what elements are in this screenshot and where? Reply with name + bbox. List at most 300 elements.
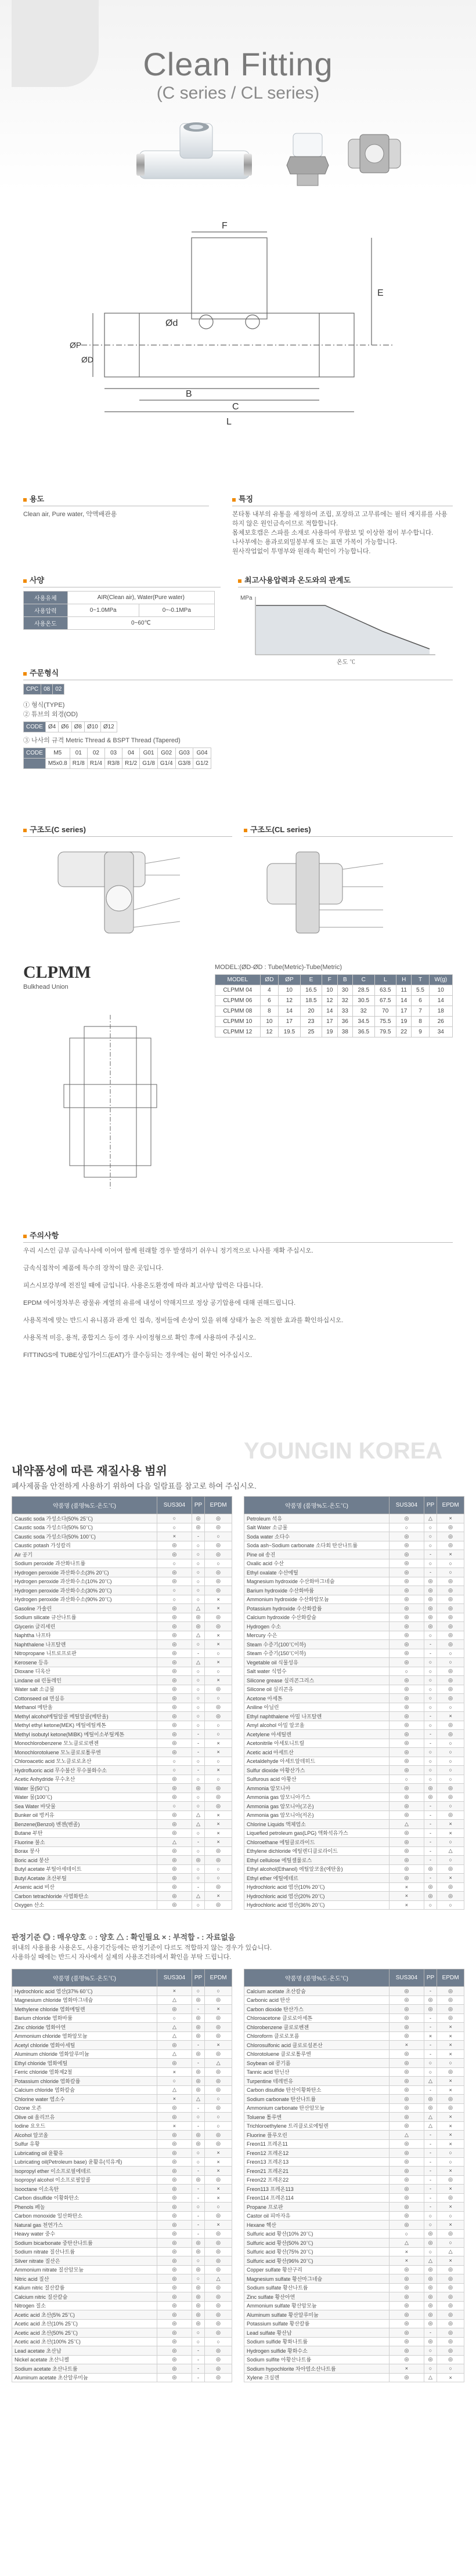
chem-name-cell: Kerosene 등유 bbox=[12, 1658, 157, 1667]
chem-rating-cell: × bbox=[205, 1640, 232, 1649]
chem-name-cell: Carbon dioxide 탄산가스 bbox=[244, 2005, 390, 2014]
chem-row bbox=[12, 1712, 232, 1721]
chem-row bbox=[12, 2247, 232, 2256]
chem-row bbox=[12, 1514, 232, 1523]
chem-name-cell: Steam 수증기(100℃이하) bbox=[244, 1640, 390, 1649]
chem-rating-cell: ○ bbox=[424, 1658, 437, 1667]
chem-name-cell: Butyl Acetate 초산부틸 bbox=[12, 1874, 157, 1883]
chem-rating-cell: ◎ bbox=[157, 2364, 192, 2374]
chem-rating-cell: ○ bbox=[437, 1559, 464, 1568]
chem-rating-cell: ○ bbox=[424, 1685, 437, 1694]
chem-rating-cell: ○ bbox=[157, 1802, 192, 1811]
chem-name-cell: Freon114 프레온114 bbox=[244, 2193, 390, 2203]
chem-rating-cell: ◎ bbox=[192, 2301, 204, 2310]
chem-rating-cell: △ bbox=[437, 1846, 464, 1856]
chem-rating-cell: ◎ bbox=[390, 1874, 424, 1883]
chem-rating-cell: ◎ bbox=[437, 1811, 464, 1820]
chem-rating-cell: ◎ bbox=[192, 2077, 204, 2086]
model-cell: 34 bbox=[429, 1027, 452, 1037]
chem-rating-cell: ◎ bbox=[157, 2301, 192, 2310]
dim-label-od: ØD bbox=[81, 355, 93, 364]
chem-name-cell: Hydrogen sulfide 황화수소 bbox=[244, 2346, 390, 2356]
chem-rating-cell: ◎ bbox=[205, 1568, 232, 1577]
chem-row bbox=[12, 2041, 232, 2050]
model-col-header: H bbox=[396, 975, 411, 985]
chem-rating-cell: ○ bbox=[192, 1568, 204, 1577]
chem-row bbox=[12, 2005, 232, 2014]
chem-name-cell: Naphtha 나프타 bbox=[12, 1631, 157, 1640]
chem-rating-cell: × bbox=[205, 1658, 232, 1667]
chem-rating-cell: ◎ bbox=[157, 1811, 192, 1820]
model-cell: 8 bbox=[412, 1017, 429, 1027]
chem-row bbox=[244, 2067, 464, 2077]
model-cell: 23 bbox=[300, 1017, 322, 1027]
chem-rating-cell: △ bbox=[424, 2373, 437, 2382]
chem-rating-cell: ◎ bbox=[424, 1586, 437, 1595]
chem-rating-cell: ◎ bbox=[437, 2274, 464, 2284]
chem-rating-cell: × bbox=[205, 1748, 232, 1757]
chem-subtitle: 폐사제품을 안전하게 사용하기 위하여 다음 일람표를 참고로 하여 주십시오. bbox=[12, 1482, 257, 1490]
chem-rating-cell: ○ bbox=[192, 1685, 204, 1694]
chem-rating-cell: ◎ bbox=[157, 1541, 192, 1550]
chem-row bbox=[12, 1595, 232, 1604]
chem-rating-cell: △ bbox=[424, 2077, 437, 2086]
chem-row bbox=[244, 2023, 464, 2032]
chem-row bbox=[12, 1820, 232, 1829]
model-col-header: W(g) bbox=[429, 975, 452, 985]
model-cell: 33 bbox=[337, 1006, 352, 1017]
chem-rating-cell: - bbox=[424, 1550, 437, 1559]
chem-row bbox=[244, 2274, 464, 2284]
chem-col-header: PP bbox=[424, 1969, 437, 1987]
chem-rating-cell: ◎ bbox=[192, 2085, 204, 2095]
chem-name-cell: Ethyl ether 에틸에테르 bbox=[244, 1874, 390, 1883]
chem-rating-cell: ○ bbox=[390, 1523, 424, 1532]
chem-rating-cell: ◎ bbox=[424, 1613, 437, 1622]
chem-table-right-2 bbox=[244, 1969, 464, 2382]
chem-rating-cell: ○ bbox=[205, 1559, 232, 1568]
chem-name-cell: Monochlorobenzene 모노클로로벤젠 bbox=[12, 1739, 157, 1748]
chem-rating-cell: ◎ bbox=[157, 2355, 192, 2364]
chem-rating-cell: ◎ bbox=[157, 2203, 192, 2212]
chem-rating-cell: ○ bbox=[192, 2328, 204, 2338]
chem-rating-cell: ◎ bbox=[437, 2005, 464, 2014]
chem-name-cell: Ethyl chloride 염화에틸 bbox=[12, 2059, 157, 2068]
chem-rating-cell: ◎ bbox=[205, 2049, 232, 2059]
chem-rating-cell: ○ bbox=[437, 1658, 464, 1667]
chem-name-cell: Nitric acid 질산 bbox=[12, 2274, 157, 2284]
chem-rating-cell: ◎ bbox=[157, 2283, 192, 2292]
chem-row bbox=[12, 1658, 232, 1667]
chem-rating-cell: ◎ bbox=[390, 1856, 424, 1865]
chem-rating-cell: ○ bbox=[424, 2221, 437, 2230]
chem-rating-cell: ○ bbox=[424, 2059, 437, 2068]
chem-name-cell: Arsenic acid 비산 bbox=[12, 1882, 157, 1892]
chem-name-cell: Ozone 오존 bbox=[12, 2103, 157, 2113]
chem-rating-cell: × bbox=[437, 2121, 464, 2131]
chem-rating-cell: ◎ bbox=[205, 2013, 232, 2023]
chem-name-cell: Aluminum sulfate 황산알루미늄 bbox=[244, 2310, 390, 2320]
chem-name-cell: Hydrogen peroxide 과산화수소(30% 20℃) bbox=[12, 1586, 157, 1595]
chem-row bbox=[244, 2229, 464, 2238]
chem-rating-cell: ◎ bbox=[157, 1820, 192, 1829]
chem-rating-cell: ◎ bbox=[437, 1892, 464, 1901]
chem-rating-cell: ○ bbox=[192, 1676, 204, 1685]
chem-name-cell: Chlorobenzene 클로로벤젠 bbox=[244, 2023, 390, 2032]
chem-row bbox=[244, 2265, 464, 2274]
chem-name-cell: Silicone oil 실리콘유 bbox=[244, 1685, 390, 1694]
chem-rating-cell: - bbox=[192, 2355, 204, 2364]
chem-rating-cell: ◎ bbox=[437, 1730, 464, 1739]
chem-rating-cell: ○ bbox=[424, 1631, 437, 1640]
chem-rating-cell: ○ bbox=[437, 1757, 464, 1766]
chem-table-right-1 bbox=[244, 1496, 464, 1910]
chem-row bbox=[12, 1550, 232, 1559]
chem-row bbox=[12, 2013, 232, 2023]
chem-rating-cell: ◎ bbox=[390, 1532, 424, 1541]
chem-name-cell: Acetone 아세톤 bbox=[244, 1694, 390, 1703]
product-photo-tee bbox=[134, 119, 255, 188]
chem-rating-cell: ○ bbox=[192, 1595, 204, 1604]
chem-row bbox=[12, 1892, 232, 1901]
chem-rating-cell: - bbox=[192, 2059, 204, 2068]
chem-name-cell: Hydrogen peroxide 과산화수소(90% 20℃) bbox=[12, 1595, 157, 1604]
model-table-title: MODEL:(ØD-ØD : Tube(Metric)-Tube(Metric) bbox=[215, 964, 342, 971]
chem-rating-cell: ○ bbox=[192, 1828, 204, 1838]
chem-rating-cell: × bbox=[205, 2167, 232, 2176]
chem-name-cell: Freon12 프레온12 bbox=[244, 2149, 390, 2158]
chem-rating-cell: ○ bbox=[205, 1775, 232, 1784]
chem-rating-cell: ○ bbox=[424, 2346, 437, 2356]
chem-row bbox=[244, 1514, 464, 1523]
chem-rating-cell: - bbox=[424, 2328, 437, 2338]
chem-rating-cell: △ bbox=[390, 2238, 424, 2248]
model-cell: 8 bbox=[260, 1006, 279, 1017]
chem-row bbox=[244, 1640, 464, 1649]
chem-rating-cell: ◎ bbox=[205, 2077, 232, 2086]
chem-col-header: EPDM bbox=[205, 1497, 232, 1514]
chem-rating-cell: ◎ bbox=[390, 2095, 424, 2104]
chem-rating-cell: ○ bbox=[192, 1802, 204, 1811]
chem-rating-cell: ○ bbox=[157, 2077, 192, 2086]
chem-rating-cell: ◎ bbox=[390, 1987, 424, 1996]
chem-name-cell: Ammonium sulfate 황산암모늄 bbox=[244, 2301, 390, 2310]
spec-title: 사양 bbox=[23, 574, 221, 587]
chem-row bbox=[244, 1874, 464, 1883]
chem-name-cell: Natural gas 천연가스 bbox=[12, 2221, 157, 2230]
model-col-header: ØD bbox=[260, 975, 279, 985]
chem-rating-cell: ◎ bbox=[437, 1595, 464, 1604]
chem-row bbox=[12, 1685, 232, 1694]
chem-rating-cell: × bbox=[437, 2041, 464, 2050]
chem-row bbox=[12, 2193, 232, 2203]
chem-name-cell: Hydrochloric acid 염산(20% 20℃) bbox=[244, 1892, 390, 1901]
model-cell: 70 bbox=[374, 1006, 396, 1017]
chem-name-cell: Sea Water 바닷물 bbox=[12, 1802, 157, 1811]
chem-rating-cell: ◎ bbox=[424, 2238, 437, 2248]
chem-rating-cell: ○ bbox=[424, 1766, 437, 1775]
chem-rating-cell: ◎ bbox=[437, 2229, 464, 2238]
chem-rating-cell: - bbox=[192, 1766, 204, 1775]
chem-rating-cell: ◎ bbox=[390, 1864, 424, 1874]
chem-row bbox=[12, 2085, 232, 2095]
chem-name-cell: Tannic acid 탄닌산 bbox=[244, 2067, 390, 2077]
pressure-chart-section bbox=[238, 574, 453, 669]
chem-row bbox=[12, 2310, 232, 2320]
chem-rating-cell: ◎ bbox=[205, 1996, 232, 2005]
chem-rating-cell: ○ bbox=[424, 1541, 437, 1550]
chem-row bbox=[12, 1811, 232, 1820]
chart-ylabel: MPa bbox=[240, 595, 253, 601]
chem-rating-cell: × bbox=[437, 2167, 464, 2176]
chem-rating-cell: - bbox=[424, 2167, 437, 2176]
chem-name-cell: Sodium silicate 규산나트륨 bbox=[12, 1613, 157, 1622]
chem-name-cell: Liquefied petroleum gas(LPG) 액화석유가스 bbox=[244, 1828, 390, 1838]
chem-rating-cell: ◎ bbox=[390, 1766, 424, 1775]
chem-rating-cell: ○ bbox=[424, 2364, 437, 2374]
chem-name-cell: Potassium chloride 염화칼륨 bbox=[12, 2077, 157, 2086]
chem-row bbox=[12, 1559, 232, 1568]
chem-rating-cell: ◎ bbox=[390, 1514, 424, 1523]
chem-rating-cell: ◎ bbox=[390, 1712, 424, 1721]
chem-rating-cell: ◎ bbox=[437, 1676, 464, 1685]
model-cell: 67.5 bbox=[374, 996, 396, 1006]
chem-rating-cell: - bbox=[424, 2041, 437, 2050]
chem-rating-cell: ◎ bbox=[390, 2328, 424, 2338]
chem-rating-cell: ◎ bbox=[157, 1622, 192, 1631]
chem-rating-cell: ◎ bbox=[157, 2265, 192, 2274]
chem-rating-cell: ○ bbox=[157, 1595, 192, 1604]
chem-rating-cell: ○ bbox=[157, 1523, 192, 1532]
chem-rating-cell: ◎ bbox=[424, 1784, 437, 1793]
chem-row bbox=[12, 1739, 232, 1748]
chem-rating-cell: ◎ bbox=[390, 2337, 424, 2346]
chem-name-cell: Soybean oil 콩기름 bbox=[244, 2059, 390, 2068]
chem-name-cell: Ammonia gas 암모니아가스 bbox=[244, 1793, 390, 1802]
dim-label-l: L bbox=[226, 417, 232, 427]
chem-col-header: PP bbox=[192, 1497, 204, 1514]
chem-rating-cell: ○ bbox=[192, 2203, 204, 2212]
chem-rating-cell: × bbox=[205, 1820, 232, 1829]
page-title: Clean Fitting bbox=[143, 46, 333, 82]
chem-rating-cell: ○ bbox=[424, 1775, 437, 1784]
chem-row bbox=[12, 2167, 232, 2176]
chem-name-cell: Water 물(50℃) bbox=[12, 1784, 157, 1793]
chem-rating-cell: ◎ bbox=[157, 1793, 192, 1802]
chem-rating-cell: ◎ bbox=[157, 1604, 192, 1613]
chem-rating-cell: ○ bbox=[192, 1703, 204, 1712]
chem-name-cell: Nitrogen 질소 bbox=[12, 2301, 157, 2310]
chem-name-cell: Acetic acid 초산(100% 25℃) bbox=[12, 2337, 157, 2346]
chem-rating-cell: ◎ bbox=[390, 2121, 424, 2131]
chem-rating-cell: ◎ bbox=[390, 1757, 424, 1766]
chem-rating-cell: ○ bbox=[192, 1586, 204, 1595]
chem-rating-cell: ◎ bbox=[205, 2023, 232, 2032]
chem-rating-cell: ◎ bbox=[205, 2310, 232, 2320]
chem-rating-cell: ◎ bbox=[205, 1550, 232, 1559]
chem-name-cell: Sulfuric acid 황산(10% 20℃) bbox=[244, 2229, 390, 2238]
chem-rating-cell: ◎ bbox=[157, 1828, 192, 1838]
chem-rating-cell: ◎ bbox=[437, 1523, 464, 1532]
chem-rating-cell: ◎ bbox=[390, 2310, 424, 2320]
chem-row bbox=[244, 1900, 464, 1910]
chem-rating-cell: ◎ bbox=[205, 1882, 232, 1892]
chem-row bbox=[244, 2167, 464, 2176]
structure-c-diagram bbox=[23, 840, 221, 945]
chem-name-cell: Calcium acetate 초산칼슘 bbox=[244, 1987, 390, 1996]
chem-row bbox=[244, 2256, 464, 2266]
chem-rating-cell: ◎ bbox=[390, 2013, 424, 2023]
chem-rating-cell: ◎ bbox=[390, 1586, 424, 1595]
chem-row bbox=[244, 2085, 464, 2095]
chem-name-cell: Hydrogen peroxide 과산화수소(3% 20℃) bbox=[12, 1568, 157, 1577]
chem-rating-cell: △ bbox=[157, 2085, 192, 2095]
chem-rating-cell: ◎ bbox=[390, 2203, 424, 2212]
chem-rating-cell: ◎ bbox=[157, 1658, 192, 1667]
chem-name-cell: Ethyl naphthalene 아밀 나프탈렌 bbox=[244, 1712, 390, 1721]
chem-rating-cell: △ bbox=[437, 2247, 464, 2256]
model-name: CLPMM bbox=[23, 963, 91, 982]
chem-rating-cell: ○ bbox=[192, 1559, 204, 1568]
chem-name-cell: Zinc sulfate 황산아연 bbox=[244, 2292, 390, 2302]
chem-rating-cell: ◎ bbox=[205, 2139, 232, 2149]
chem-rating-cell: ◎ bbox=[390, 2023, 424, 2032]
model-cell: 19.5 bbox=[279, 1027, 300, 1037]
chem-rating-cell: ○ bbox=[192, 2256, 204, 2266]
chem-row bbox=[244, 2355, 464, 2364]
chem-row bbox=[244, 1631, 464, 1640]
chem-name-cell: Castor oil 피마자유 bbox=[244, 2211, 390, 2221]
chem-name-cell: Caustic soda 가성소다(50% 100℃) bbox=[12, 1532, 157, 1541]
feature-item: 나사부에는 용과로외밀봉부재 또는 표면 가복이 가능합니다. bbox=[232, 539, 397, 546]
chem-row bbox=[244, 1658, 464, 1667]
chem-rating-cell: ◎ bbox=[157, 2292, 192, 2302]
chem-table-left-1 bbox=[12, 1496, 232, 1910]
model-cell: CLPMM 10 bbox=[215, 1017, 261, 1027]
chem-row bbox=[244, 1811, 464, 1820]
chem-rating-cell: ○ bbox=[437, 2059, 464, 2068]
chem-row bbox=[244, 2238, 464, 2248]
chem-rating-cell: ○ bbox=[424, 1900, 437, 1910]
chem-rating-cell: × bbox=[437, 2131, 464, 2140]
chem-rating-cell: ◎ bbox=[157, 2229, 192, 2238]
chem-name-cell: Phenols 페놀 bbox=[12, 2203, 157, 2212]
caution-item: EPDM 에어정차부은 광물유 계열의 유류에 내성이 약해지므로 정상 공기압용에 대해 권해드립니다. bbox=[23, 1300, 296, 1307]
chem-rating-cell: ◎ bbox=[390, 1802, 424, 1811]
chem-rating-cell: ◎ bbox=[157, 1775, 192, 1784]
chem-rating-cell: ◎ bbox=[205, 1523, 232, 1532]
chem-rating-cell: ◎ bbox=[157, 1864, 192, 1874]
chem-rating-cell: ◎ bbox=[157, 1577, 192, 1586]
model-cell: 75.5 bbox=[374, 1017, 396, 1027]
model-cell: 18.5 bbox=[300, 996, 322, 1006]
chem-rating-cell: △ bbox=[157, 2031, 192, 2041]
chem-row bbox=[12, 1667, 232, 1676]
model-table bbox=[215, 974, 453, 1037]
model-cell: 22 bbox=[396, 1027, 411, 1037]
chem-row bbox=[244, 2301, 464, 2310]
chem-name-cell: Heavy water 중수 bbox=[12, 2229, 157, 2238]
chem-rating-cell: ◎ bbox=[205, 1613, 232, 1622]
chem-row bbox=[12, 1730, 232, 1739]
chem-rating-cell: ○ bbox=[192, 2149, 204, 2158]
chem-rating-cell: ◎ bbox=[192, 1613, 204, 1622]
chem-col-header: SUS304 bbox=[390, 1497, 424, 1514]
chem-rating-cell: ◎ bbox=[192, 2292, 204, 2302]
chem-row bbox=[244, 1820, 464, 1829]
chem-rating-cell: ◎ bbox=[157, 2274, 192, 2284]
chem-rating-cell: ○ bbox=[192, 1900, 204, 1910]
chem-rating-cell: ◎ bbox=[192, 2131, 204, 2140]
chem-name-cell: Potassium hydroxide 수산화칼륨 bbox=[244, 1604, 390, 1613]
chem-rating-cell: - bbox=[424, 2013, 437, 2023]
chem-name-cell: Hydrogen 수소 bbox=[244, 1622, 390, 1631]
dim-label-d: Ød bbox=[165, 318, 178, 328]
model-row bbox=[215, 996, 453, 1006]
model-cell: 30 bbox=[337, 985, 352, 996]
chem-rating-cell: ◎ bbox=[157, 2337, 192, 2346]
chem-name-cell: Petroleum 석유 bbox=[244, 1514, 390, 1523]
chem-rating-cell: ◎ bbox=[192, 2013, 204, 2023]
chem-table-left-2 bbox=[12, 1969, 232, 2382]
chem-row bbox=[244, 2283, 464, 2292]
chem-rating-cell: × bbox=[437, 2221, 464, 2230]
chem-name-cell: Alcohol 알코올 bbox=[12, 2131, 157, 2140]
chem-name-cell: Ammonia 암모니아 bbox=[244, 1784, 390, 1793]
chem-name-cell: Isopropyl alcohol 이소프로필알콜 bbox=[12, 2175, 157, 2185]
chem-rating-cell: ◎ bbox=[205, 1541, 232, 1550]
chem-name-cell: Chloroethane 에틸클로라이드 bbox=[244, 1838, 390, 1847]
chem-rating-cell: ○ bbox=[205, 1730, 232, 1739]
chem-rating-cell: ◎ bbox=[390, 2319, 424, 2328]
chem-rating-cell: ◎ bbox=[390, 1595, 424, 1604]
chem-rating-cell: - bbox=[424, 1739, 437, 1748]
chem-rating-cell: ◎ bbox=[205, 2328, 232, 2338]
chem-rating-cell: ○ bbox=[192, 2274, 204, 2284]
chem-name-cell: Carbon disulfide 이황화탄소 bbox=[12, 2193, 157, 2203]
chem-rating-cell: ◎ bbox=[205, 1577, 232, 1586]
chem-rating-cell: × bbox=[437, 1550, 464, 1559]
chem-rating-cell: ◎ bbox=[424, 1595, 437, 1604]
chem-row bbox=[12, 2364, 232, 2374]
chem-name-cell: Barium chloride 염화바륨 bbox=[12, 2013, 157, 2023]
chem-rating-cell: ○ bbox=[390, 1667, 424, 1676]
chem-row bbox=[12, 1996, 232, 2005]
chem-rating-cell: ◎ bbox=[424, 2292, 437, 2302]
chem-rating-cell: ◎ bbox=[157, 1631, 192, 1640]
chem-rating-cell: ◎ bbox=[390, 2157, 424, 2167]
chem-row bbox=[244, 1996, 464, 2005]
chem-rating-cell: ○ bbox=[192, 2113, 204, 2122]
chem-rating-cell: ◎ bbox=[157, 1613, 192, 1622]
chem-rating-cell: ◎ bbox=[205, 2211, 232, 2221]
chem-row bbox=[244, 2113, 464, 2122]
chem-row bbox=[244, 2031, 464, 2041]
chem-name-cell: Ferric chloride 염화제2철 bbox=[12, 2067, 157, 2077]
chem-name-cell: Lead sulfate 황산납 bbox=[244, 2328, 390, 2338]
chem-rating-cell: × bbox=[157, 1987, 192, 1996]
chem-rating-cell: - bbox=[192, 1739, 204, 1748]
chem-rating-cell: ◎ bbox=[390, 1784, 424, 1793]
model-cell: 17 bbox=[396, 1006, 411, 1017]
chem-rating-cell: ◎ bbox=[390, 1838, 424, 1847]
product-photo-male-connector bbox=[284, 130, 331, 188]
chem-name-cell: Acetic acid 초산(5% 25℃) bbox=[12, 2310, 157, 2320]
features-title: 특징 bbox=[232, 493, 453, 506]
chem-col-header: 약품명 (품명%도·온도℃) bbox=[12, 1497, 157, 1514]
chem-row bbox=[12, 1568, 232, 1577]
chem-rating-cell: - bbox=[424, 2139, 437, 2149]
